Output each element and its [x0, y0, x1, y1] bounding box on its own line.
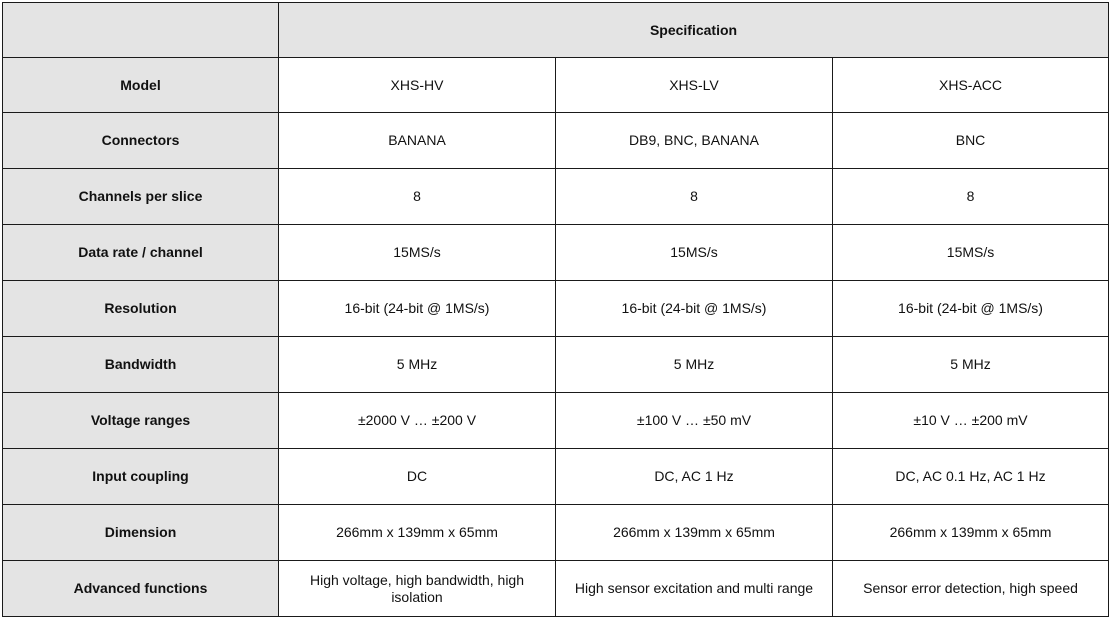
table-cell: DC, AC 1 Hz [556, 449, 833, 505]
table-cell: 266mm x 139mm x 65mm [556, 505, 833, 561]
row-label-model: Model [3, 58, 279, 113]
table-cell: 16-bit (24-bit @ 1MS/s) [279, 281, 556, 337]
table-cell: XHS-LV [556, 58, 833, 113]
table-row [3, 281, 1109, 337]
row-label-connectors: Connectors [3, 113, 279, 169]
table-cell: 8 [556, 169, 833, 225]
table-row [3, 393, 1109, 449]
table-cell: 5 MHz [556, 337, 833, 393]
table-row [3, 337, 1109, 393]
table-cell: DC, AC 0.1 Hz, AC 1 Hz [833, 449, 1109, 505]
table-row [3, 449, 1109, 505]
table-cell: 15MS/s [833, 225, 1109, 281]
table-row [3, 58, 1109, 113]
table-cell: DC [279, 449, 556, 505]
row-label-bandwidth: Bandwidth [3, 337, 279, 393]
table-cell: DB9, BNC, BANANA [556, 113, 833, 169]
header-corner-cell [3, 3, 279, 58]
table-cell: XHS-HV [279, 58, 556, 113]
table-cell: 266mm x 139mm x 65mm [279, 505, 556, 561]
table-cell: High voltage, high bandwidth, high isolation [279, 561, 556, 617]
table-cell: 15MS/s [279, 225, 556, 281]
table-cell: 266mm x 139mm x 65mm [833, 505, 1109, 561]
table-row [3, 561, 1109, 617]
row-label-advanced-functions: Advanced functions [3, 561, 279, 617]
table-row [3, 225, 1109, 281]
table-cell: High sensor excitation and multi range [556, 561, 833, 617]
row-label-input-coupling: Input coupling [3, 449, 279, 505]
row-label-channels-per-slice: Channels per slice [3, 169, 279, 225]
table-cell: BANANA [279, 113, 556, 169]
table-cell: 16-bit (24-bit @ 1MS/s) [833, 281, 1109, 337]
table-header-row [3, 3, 1109, 58]
table-cell: 8 [833, 169, 1109, 225]
table-cell: BNC [833, 113, 1109, 169]
table-cell: 15MS/s [556, 225, 833, 281]
row-label-dimension: Dimension [3, 505, 279, 561]
row-label-voltage-ranges: Voltage ranges [3, 393, 279, 449]
row-label-resolution: Resolution [3, 281, 279, 337]
table-cell: 16-bit (24-bit @ 1MS/s) [556, 281, 833, 337]
table-row [3, 113, 1109, 169]
table-row [3, 505, 1109, 561]
table-cell: ±2000 V … ±200 V [279, 393, 556, 449]
table-cell: ±100 V … ±50 mV [556, 393, 833, 449]
row-label-data-rate: Data rate / channel [3, 225, 279, 281]
table-cell: ±10 V … ±200 mV [833, 393, 1109, 449]
specification-table [2, 2, 1109, 617]
table-cell: 5 MHz [833, 337, 1109, 393]
table-cell: XHS-ACC [833, 58, 1109, 113]
table-row [3, 169, 1109, 225]
table-cell: 8 [279, 169, 556, 225]
table-cell: Sensor error detection, high speed [833, 561, 1109, 617]
table-cell: 5 MHz [279, 337, 556, 393]
specification-header: Specification [279, 3, 1109, 58]
specification-table-container [2, 2, 1108, 612]
